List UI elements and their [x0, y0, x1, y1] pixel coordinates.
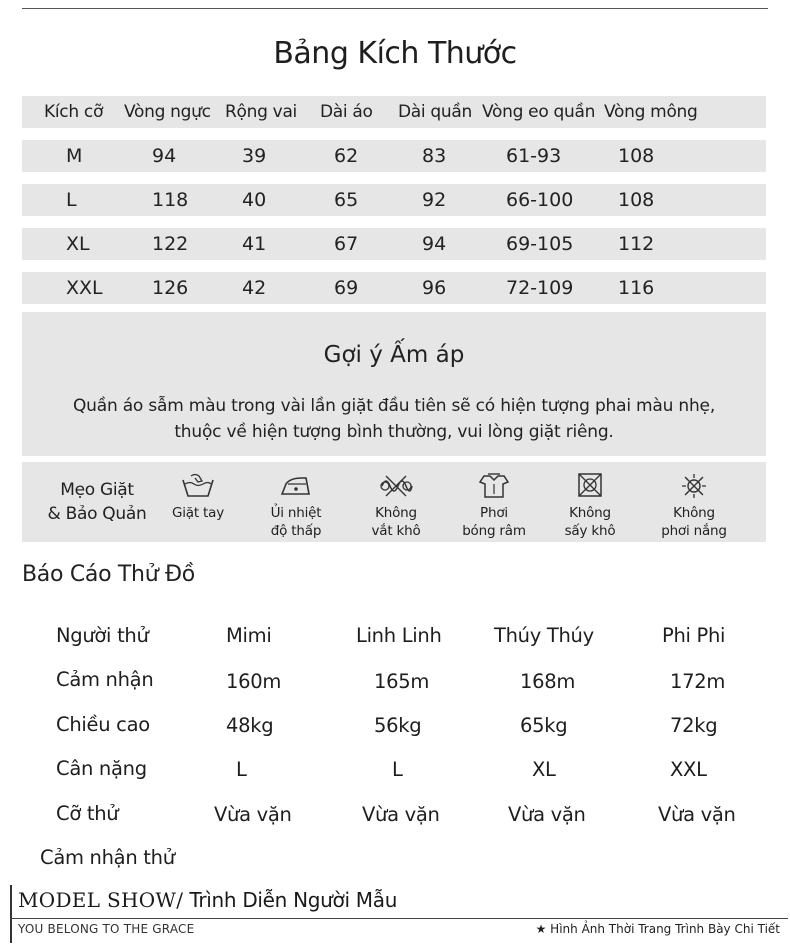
- header-cell: Dài áo: [320, 102, 373, 122]
- care-item-text: Không: [673, 505, 715, 521]
- care-item-text: Không: [569, 505, 611, 521]
- model-show-subtitle: Trình Diễn Người Mẫu: [183, 888, 398, 912]
- table-cell: 112: [618, 233, 655, 255]
- header-cell: Kích cỡ: [44, 102, 104, 122]
- care-item: [444, 472, 544, 540]
- report-cell: 65kg: [520, 714, 568, 737]
- table-cell: 65: [334, 189, 359, 211]
- table-cell: XXL: [66, 277, 103, 299]
- table-row: [22, 184, 766, 216]
- hand-wash-icon: [178, 472, 218, 500]
- footer-tagline: YOU BELONG TO THE GRACE: [18, 922, 195, 936]
- report-cell: XL: [532, 758, 556, 781]
- care-item-text: Ủi nhiệt: [270, 505, 322, 521]
- table-cell: 94: [422, 233, 447, 255]
- table-cell: 69-105: [506, 233, 574, 255]
- report-cell: 72kg: [670, 714, 718, 737]
- footer-note: ★ Hình Ảnh Thời Trang Trình Bày Chi Tiết: [535, 922, 780, 936]
- report-cell: Vừa vặn: [508, 803, 586, 826]
- tip-box: [22, 312, 766, 456]
- model-show-label: MODEL SHOW/: [18, 888, 184, 912]
- report-cell: Vừa vặn: [214, 803, 292, 826]
- table-cell: 40: [242, 189, 267, 211]
- no-sun-dry-icon: [674, 472, 714, 500]
- tip-line-2: thuộc về hiện tượng bình thường, vui lòng giặt riêng.: [174, 422, 614, 442]
- report-cell: 56kg: [374, 714, 422, 737]
- page-title: Bảng Kích Thước: [273, 36, 517, 71]
- care-item: [148, 472, 248, 522]
- care-item-text: Không: [375, 505, 417, 521]
- report-label: Cỡ thử: [56, 802, 119, 825]
- care-label-line-2: & Bảo Quản: [47, 504, 147, 524]
- table-row: [22, 272, 766, 304]
- report-cell: 172m: [670, 670, 726, 693]
- table-cell: 122: [152, 233, 189, 255]
- footer-divider: [10, 918, 788, 919]
- care-box: [22, 462, 766, 542]
- table-cell: 61-93: [506, 145, 562, 167]
- report-cell: 160m: [226, 670, 282, 693]
- footer-accent-bar: [10, 885, 12, 943]
- care-item-text-2: bóng râm: [462, 523, 526, 539]
- no-tumble-dry-icon: [570, 472, 610, 500]
- header-cell: Dài quần: [398, 102, 472, 122]
- header-cell: Vòng mông: [604, 102, 698, 122]
- report-cell: L: [236, 758, 247, 781]
- report-cell: 165m: [374, 670, 430, 693]
- report-cell: Vừa vặn: [362, 803, 440, 826]
- tip-line-1: Quần áo sẫm màu trong vài lần giặt đầu tiên sẽ có hiện tượng phai màu nhẹ,: [72, 396, 716, 416]
- dry-in-shade-icon: [474, 472, 514, 500]
- care-item-text: Phơi: [480, 505, 508, 521]
- table-cell: 118: [152, 189, 189, 211]
- report-title: Báo Cáo Thử Đồ: [22, 562, 195, 587]
- report-label: Chiều cao: [56, 713, 150, 736]
- table-cell: 108: [618, 145, 655, 167]
- report-cell: 168m: [520, 670, 576, 693]
- report-label: Cảm nhận: [56, 668, 154, 691]
- table-cell: 96: [422, 277, 447, 299]
- low-iron-icon: [276, 472, 316, 500]
- care-item: [246, 472, 346, 540]
- report-cell: Thúy Thúy: [494, 624, 594, 647]
- report-cell: L: [392, 758, 403, 781]
- header-cell: Vòng ngực: [124, 102, 211, 122]
- table-cell: 116: [618, 277, 655, 299]
- table-cell: 41: [242, 233, 267, 255]
- no-wring-icon: [376, 472, 416, 500]
- report-label: Cảm nhận thử: [40, 846, 175, 869]
- model-show-heading: [18, 888, 397, 912]
- table-cell: L: [66, 189, 77, 211]
- table-cell: 92: [422, 189, 447, 211]
- table-cell: XL: [66, 233, 90, 255]
- table-cell: 69: [334, 277, 359, 299]
- care-label-line-1: Mẹo Giặt: [60, 480, 134, 500]
- size-table-header: [22, 96, 766, 128]
- report-cell: Linh Linh: [356, 624, 442, 647]
- report-label: Người thử: [56, 624, 149, 647]
- table-cell: 42: [242, 277, 267, 299]
- table-cell: 39: [242, 145, 267, 167]
- care-item: [644, 472, 744, 540]
- report-label: Cân nặng: [56, 757, 147, 780]
- table-cell: 62: [334, 145, 359, 167]
- care-item-text: Giặt tay: [171, 505, 225, 521]
- care-item: [346, 472, 446, 540]
- care-item-text-2: phơi nắng: [661, 523, 727, 539]
- care-label: [32, 478, 162, 526]
- table-row: [22, 140, 766, 172]
- table-row: [22, 228, 766, 260]
- report-cell: Vừa vặn: [658, 803, 736, 826]
- header-cell: Vòng eo quần: [482, 102, 596, 122]
- care-item: [540, 472, 640, 540]
- table-cell: 66-100: [506, 189, 574, 211]
- table-cell: M: [66, 145, 83, 167]
- table-cell: 72-109: [506, 277, 574, 299]
- table-cell: 126: [152, 277, 189, 299]
- table-cell: 67: [334, 233, 359, 255]
- header-cell: Rộng vai: [225, 102, 297, 122]
- tip-title: Gợi ý Ấm áp: [323, 342, 465, 368]
- report-cell: 48kg: [226, 714, 274, 737]
- top-divider: [22, 8, 768, 9]
- care-item-text-2: sấy khô: [564, 523, 616, 539]
- care-item-text-2: vắt khô: [371, 523, 421, 539]
- report-cell: Phi Phi: [662, 624, 726, 647]
- table-cell: 94: [152, 145, 177, 167]
- table-cell: 83: [422, 145, 447, 167]
- table-cell: 108: [618, 189, 655, 211]
- care-item-text-2: độ thấp: [270, 523, 322, 539]
- report-cell: Mimi: [226, 624, 272, 647]
- report-cell: XXL: [670, 758, 707, 781]
